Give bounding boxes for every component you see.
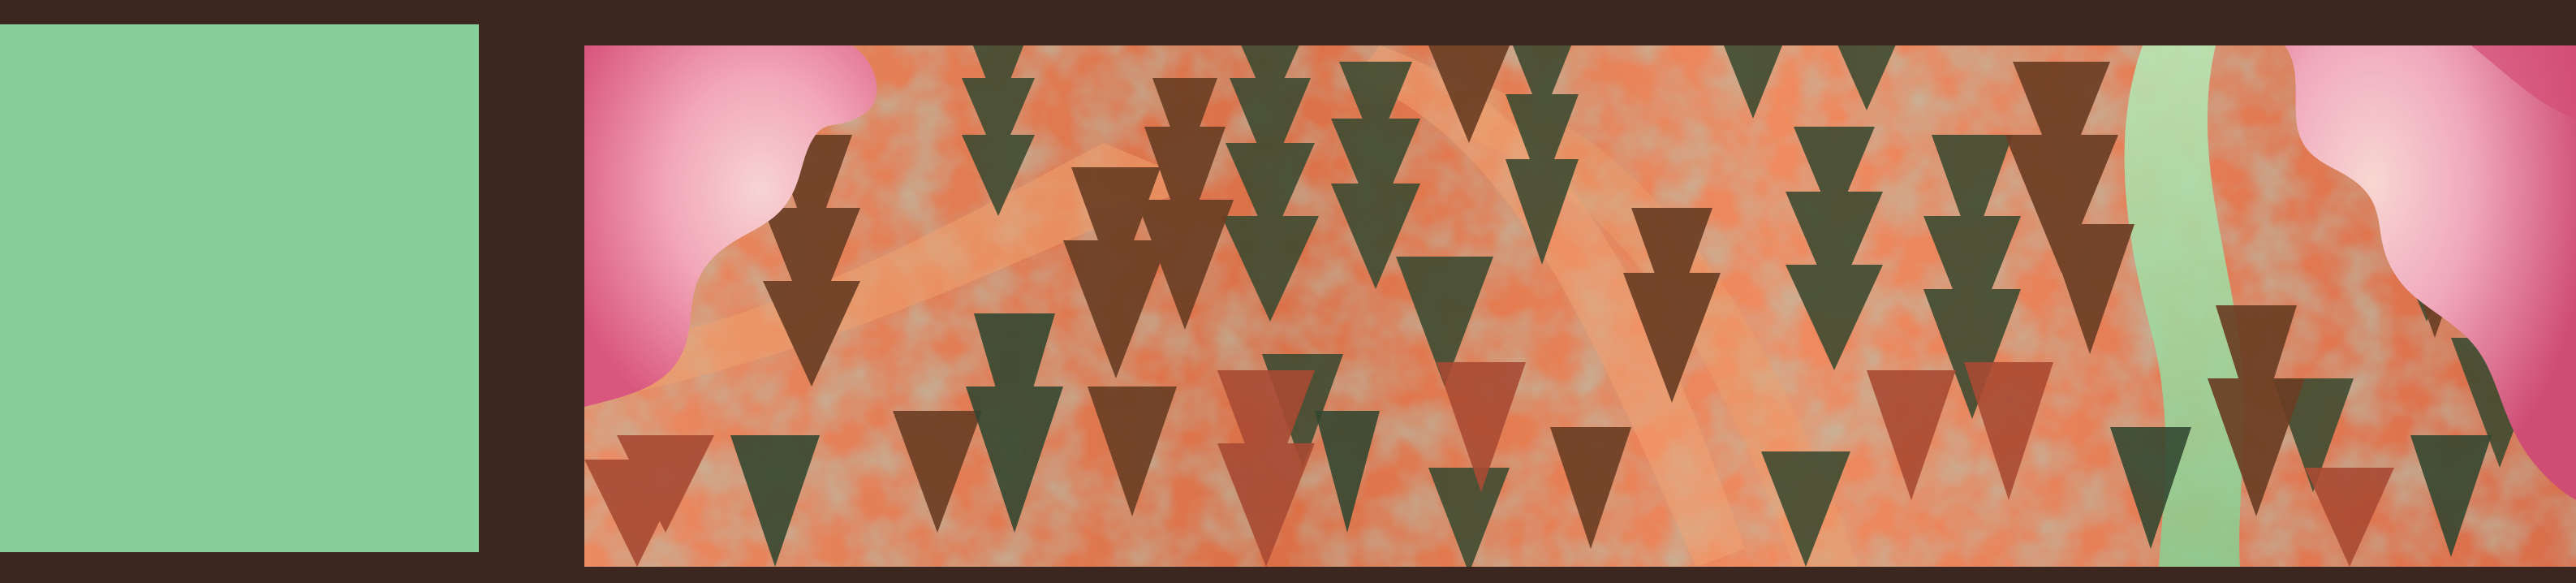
forest-painting-svg — [584, 45, 2576, 567]
green-square-panel — [0, 24, 479, 552]
forest-painting-panel — [584, 45, 2576, 567]
